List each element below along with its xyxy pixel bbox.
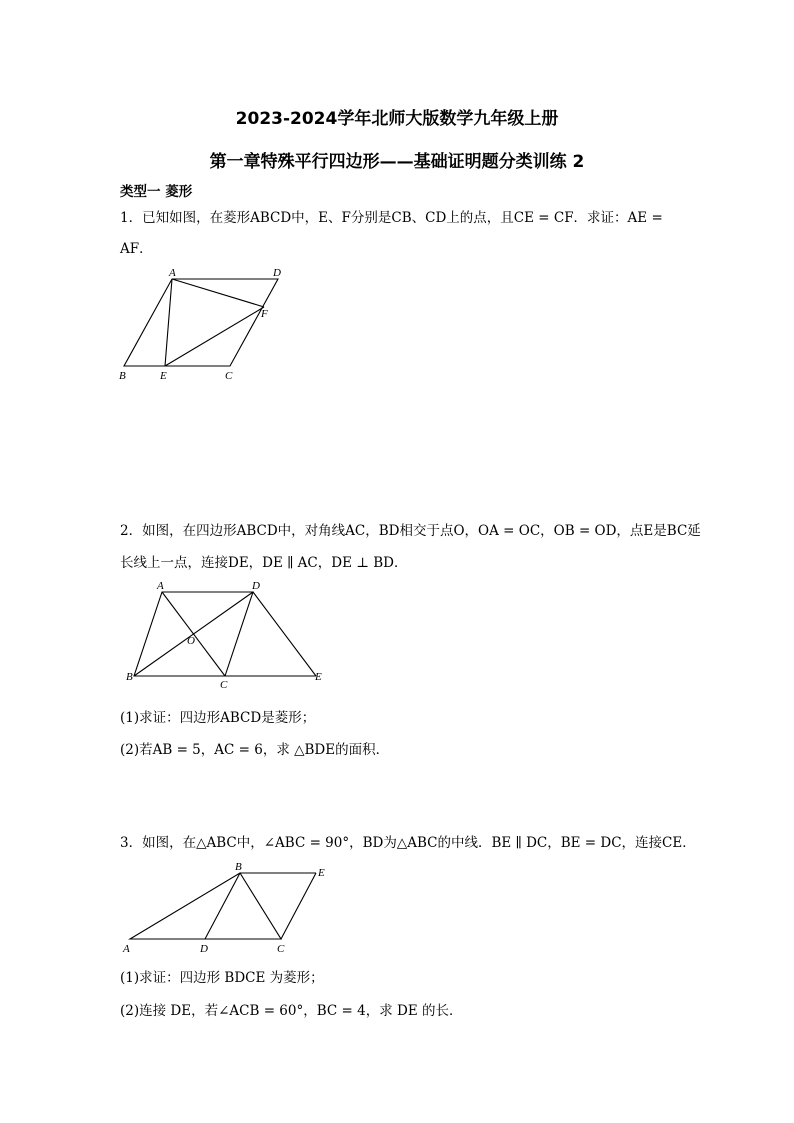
q1-rhombus-abcd: [124, 279, 278, 366]
q2-label-d: D: [252, 580, 260, 592]
q2-text-line2: 长线上一点，连接DE，DE ∥ AC，DE ⊥ BD．: [120, 555, 408, 571]
document-subtitle: 第一章特殊平行四边形——基础证明题分类训练 2: [209, 152, 585, 172]
q2-label-c: C: [220, 679, 228, 690]
q1-text-line2: AF．: [120, 241, 153, 257]
q2-label-b: B: [126, 671, 133, 683]
q1-label-e: E: [160, 370, 167, 382]
q1-label-a: A: [169, 267, 176, 279]
q2-figure-quadrilateral: [122, 578, 332, 690]
q1-label-c: C: [225, 370, 233, 382]
q3-label-e: E: [318, 867, 325, 879]
q1-text-line1: 1．已知如图，在菱形ABCD中，E、F分别是CB、CD上的点，且CE = CF．求证：AE =: [120, 210, 663, 226]
q2-diagonal-bd: [134, 592, 253, 676]
q2-text-line1: 2．如图，在四边形ABCD中，对角线AC，BD相交于点O，OA = OC，OB = OD，点E是BC延: [120, 523, 701, 539]
q3-label-c: C: [277, 943, 285, 955]
q3-segment-ce: [281, 873, 316, 939]
q3-part1: (1)求证：四边形 BDCE 为菱形；: [120, 970, 324, 986]
q2-label-e: E: [315, 671, 322, 683]
q1-segment-ae: [165, 279, 172, 366]
q1-figure-rhombus: [112, 262, 312, 387]
q3-figure-triangle: [115, 857, 340, 957]
q2-part2: (2)若AB = 5，AC = 6，求 △BDE的面积．: [120, 742, 390, 758]
q2-segment-de: [253, 592, 316, 676]
q1-label-f: F: [261, 308, 268, 320]
q2-part1: (1)求证：四边形ABCD是菱形；: [120, 710, 316, 726]
q2-label-a: A: [157, 580, 164, 592]
q1-label-d: D: [273, 267, 281, 279]
document-title: 2023-2024学年北师大版数学九年级上册: [235, 109, 559, 129]
q1-label-b: B: [119, 370, 126, 382]
q3-label-d: D: [200, 943, 208, 955]
q3-text-line1: 3．如图，在△ABC中，∠ABC = 90°，BD为△ABC的中线．BE ∥ DC，BE = DC，连接CE．: [120, 835, 696, 851]
q3-label-a: A: [123, 943, 130, 955]
q2-label-o: O: [187, 635, 195, 647]
section-heading: 类型一 菱形: [120, 184, 193, 200]
q3-triangle-abc: [130, 873, 281, 939]
q3-part2: (2)连接 DE，若∠ACB = 60°，BC = 4，求 DE 的长．: [120, 1003, 463, 1019]
q3-label-b: B: [235, 861, 242, 873]
q1-segment-af: [172, 279, 264, 307]
q1-segment-ef: [165, 307, 264, 366]
